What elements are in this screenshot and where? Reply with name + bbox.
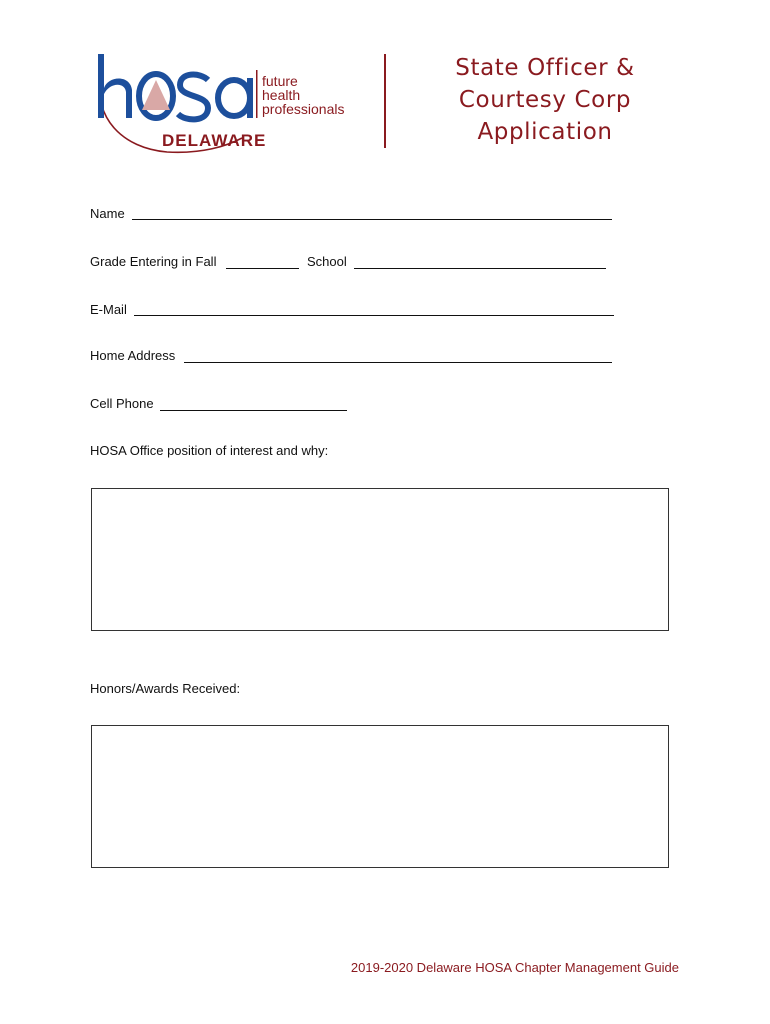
name-label: Name	[90, 206, 125, 221]
email-field[interactable]	[134, 315, 614, 316]
title-line-1: State Officer &	[455, 55, 635, 81]
school-field[interactable]	[354, 268, 606, 269]
page-title	[420, 52, 670, 148]
email-label: E-Mail	[90, 302, 127, 317]
logo-state: DELAWARE	[162, 131, 267, 150]
title-line-3: Application	[477, 119, 613, 145]
address-label: Home Address	[90, 348, 176, 363]
title-line-2: Courtesy Corp	[458, 87, 632, 113]
honors-label: Honors/Awards Received:	[90, 681, 241, 696]
grade-field[interactable]	[226, 268, 299, 269]
hosa-delaware-logo	[92, 48, 352, 158]
phone-field[interactable]	[160, 410, 347, 411]
office-interest-label: HOSA Office position of interest and why:	[90, 443, 329, 458]
office-interest-textbox[interactable]	[91, 488, 669, 631]
logo-triangle	[142, 80, 170, 110]
honors-textbox[interactable]	[91, 725, 669, 868]
footer-guide-title: 2019-2020 Delaware HOSA Chapter Management Guide	[350, 960, 679, 975]
address-field[interactable]	[184, 362, 612, 363]
header-divider	[384, 54, 386, 148]
grade-label: Grade Entering in Fall	[90, 254, 217, 269]
school-label: School	[307, 254, 347, 269]
name-field[interactable]	[132, 219, 612, 220]
logo-tagline-2: health	[262, 87, 301, 103]
phone-label: Cell Phone	[90, 396, 154, 411]
logo-tagline-3: professionals	[262, 101, 345, 117]
logo-tagline-1: future	[262, 73, 298, 89]
